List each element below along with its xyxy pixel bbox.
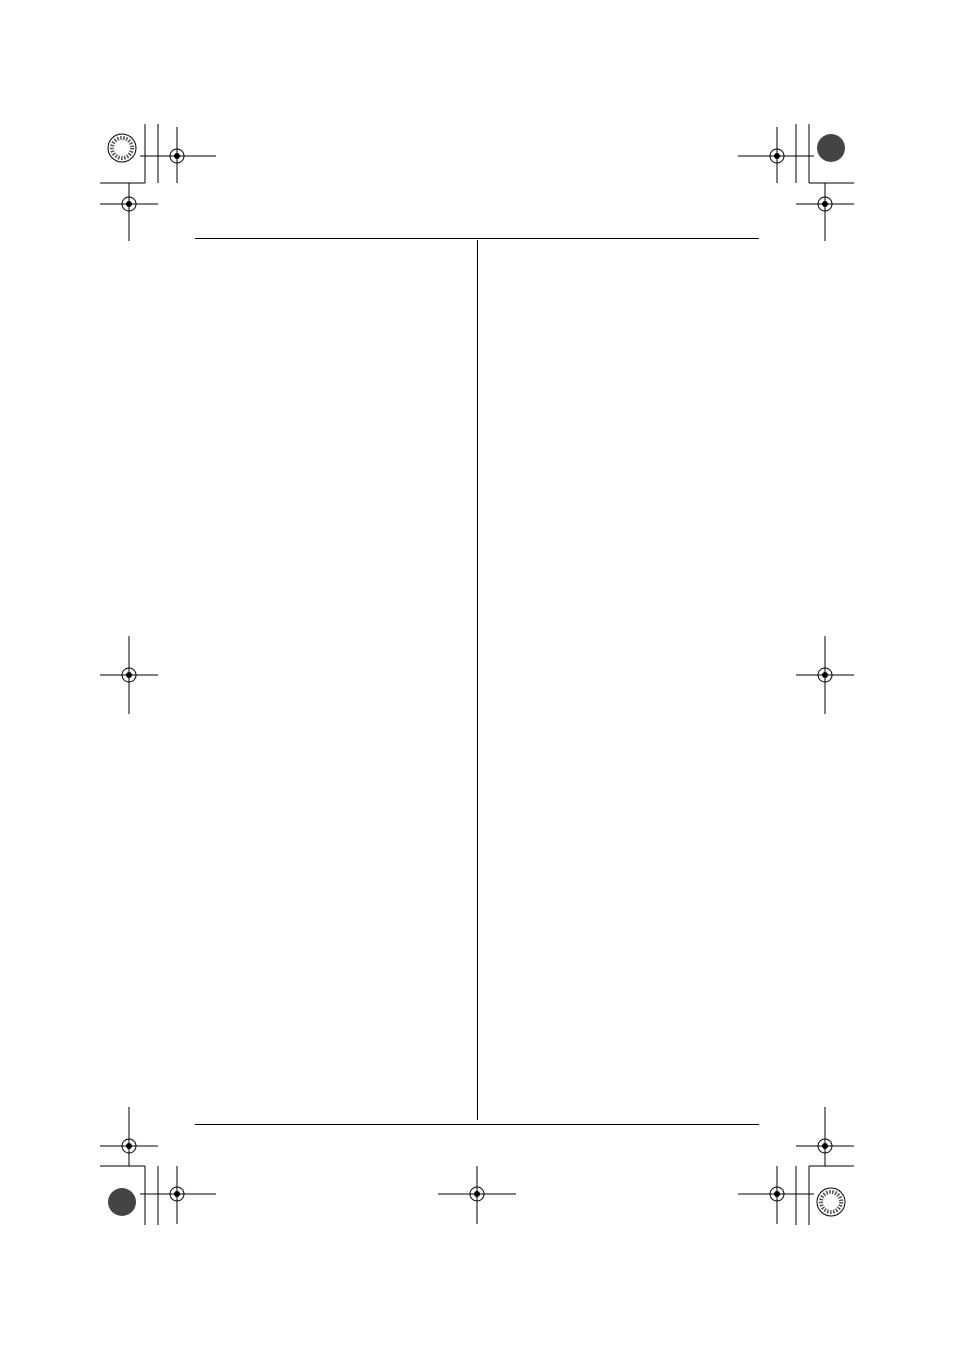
header-rule (195, 238, 759, 239)
column-divider (477, 240, 478, 1120)
footer-rule (195, 1124, 759, 1125)
